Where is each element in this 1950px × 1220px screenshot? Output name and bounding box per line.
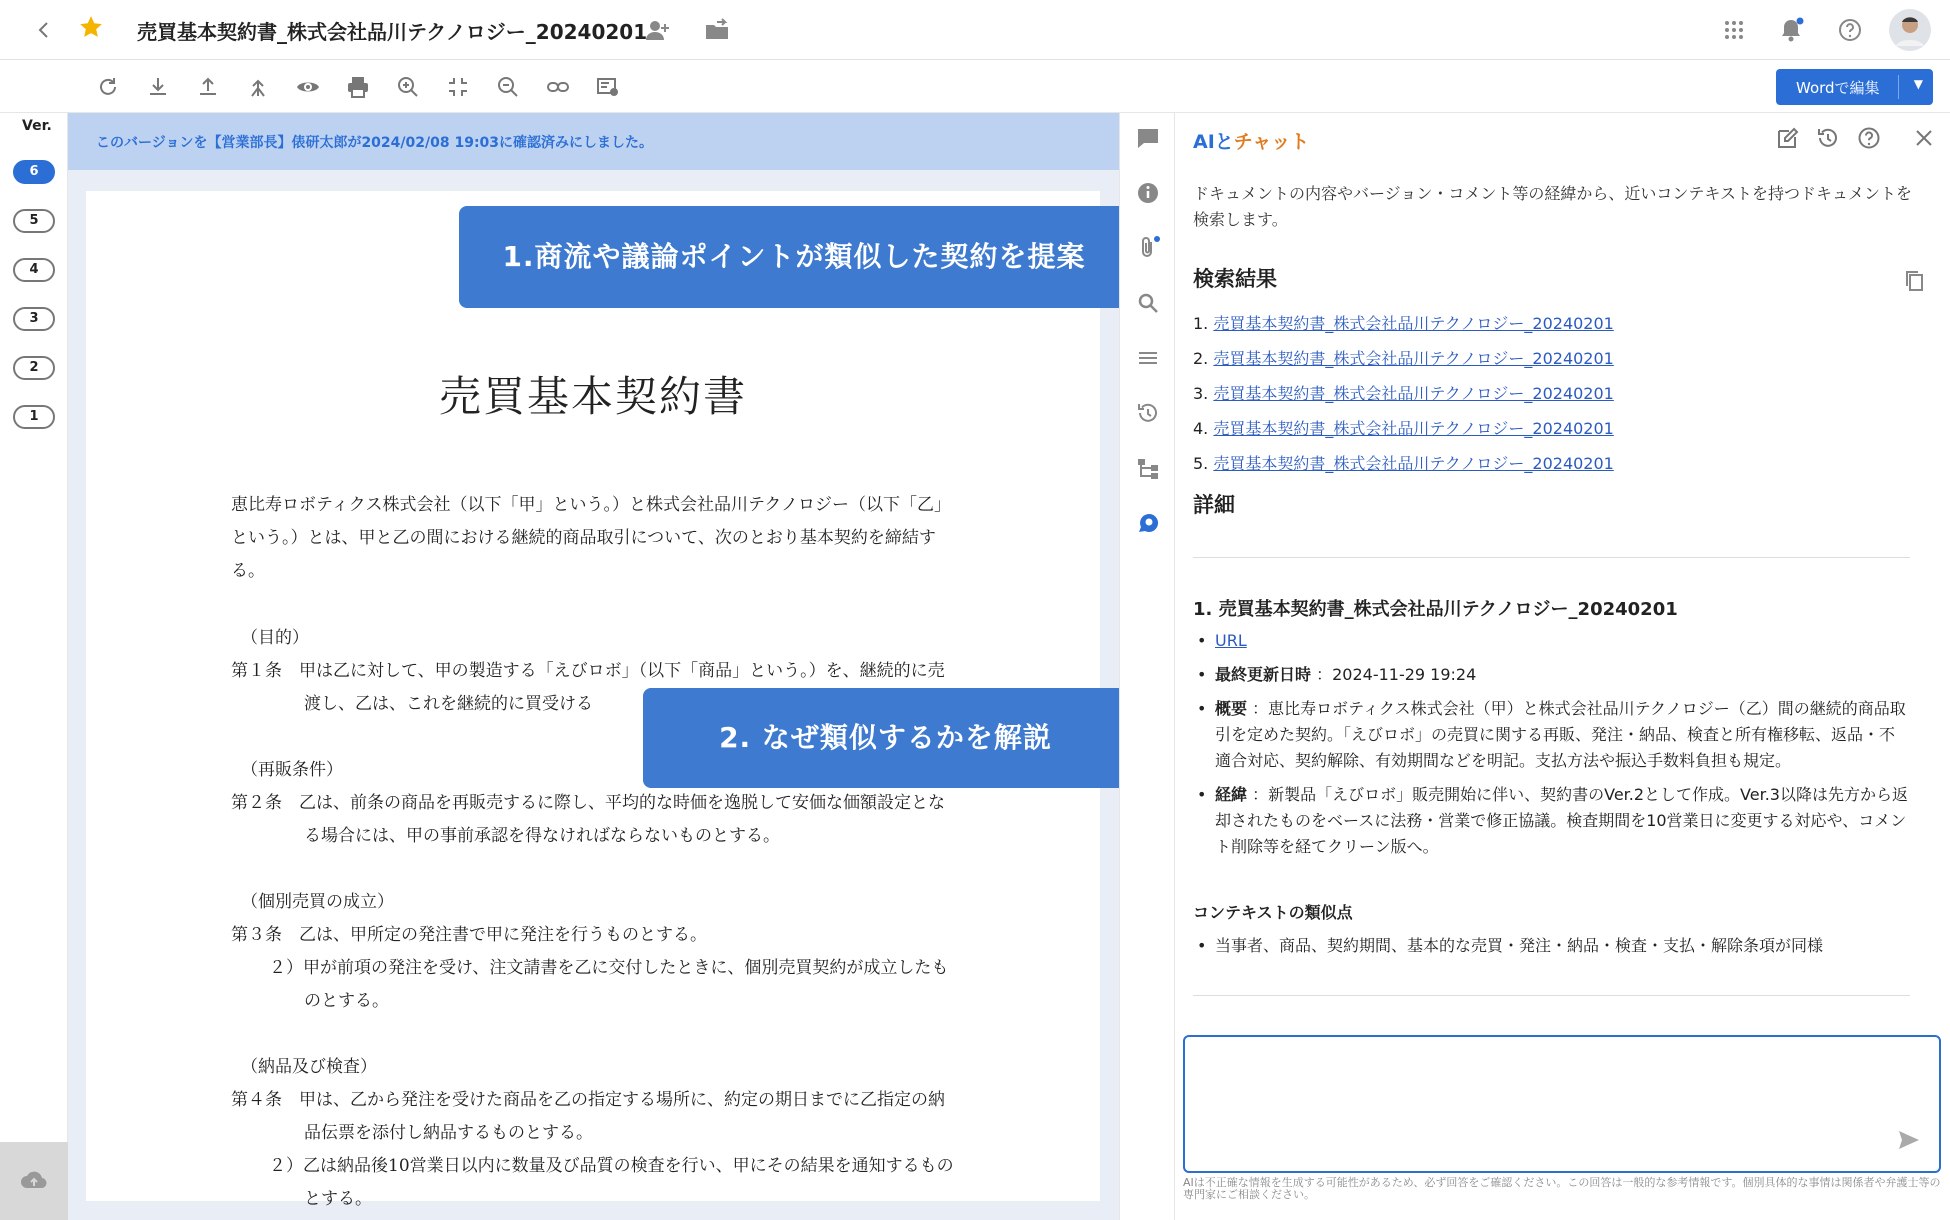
section-heading: （納品及び検査）	[241, 1057, 377, 1077]
close-icon[interactable]	[1911, 125, 1937, 151]
divider	[1193, 557, 1910, 558]
result-number: 3.	[1193, 384, 1209, 403]
result-link[interactable]: 売買基本契約書_株式会社品川テクノロジー_20240201	[1213, 349, 1614, 368]
print-icon[interactable]	[345, 74, 371, 100]
attachment-icon[interactable]	[1135, 235, 1161, 261]
result-link[interactable]: 売買基本契約書_株式会社品川テクノロジー_20240201	[1213, 454, 1614, 473]
confirmation-notice: このバージョンを【営業部長】俵研太郎が2024/02/08 19:03に確認済みにしました。	[68, 113, 1119, 170]
results-heading: 検索結果	[1193, 267, 1277, 291]
version-badge-4[interactable]: 4	[13, 258, 55, 282]
download-icon[interactable]	[145, 74, 171, 100]
list-icon[interactable]	[1135, 345, 1161, 371]
result-number: 2.	[1193, 349, 1209, 368]
ai-chat-panel	[1175, 113, 1950, 1220]
ai-chat-icon[interactable]	[1135, 510, 1161, 536]
caret-down-icon[interactable]: ▼	[1913, 77, 1923, 91]
callout-similar-contracts	[459, 206, 1119, 308]
article-text: 第３条 乙は、甲所定の発注書で甲に発注を行うものとする。	[231, 925, 707, 945]
merge-icon[interactable]	[245, 74, 271, 100]
bell-icon[interactable]	[1777, 16, 1805, 44]
version-badge-1[interactable]: 1	[13, 405, 55, 429]
preamble: 恵比寿ロボティクス株式会社（以下「甲」という。）と株式会社品川テクノロジー（以下「乙」という。）とは、甲と乙の間における継続的商品取引について、次のとおり基本契約を締結する。	[231, 495, 951, 581]
result-number: 5.	[1193, 454, 1209, 473]
ai-disclaimer: AIは不正確な情報を生成する可能性があるため、必ず回答をご確認ください。この回答は一般的な参考情報です。個別具体的な事情は関係者や弁護士等の専門家にご相談ください。	[1183, 1176, 1941, 1201]
user-avatar[interactable]	[1888, 8, 1932, 52]
star-icon[interactable]	[78, 14, 104, 47]
list-item	[1193, 782, 1908, 860]
help-circle-icon[interactable]	[1856, 125, 1882, 151]
copy-icon[interactable]	[1902, 268, 1928, 294]
article-2	[231, 787, 961, 853]
list-item	[1193, 696, 1908, 774]
version-label: Ver.	[22, 118, 52, 134]
zoom-in-icon[interactable]	[395, 74, 421, 100]
panel-icon-rail	[1119, 113, 1175, 1220]
list-item	[1193, 346, 1893, 381]
chat-input[interactable]	[1195, 1047, 1895, 1157]
divider	[1193, 995, 1910, 996]
link-icon[interactable]	[545, 74, 571, 100]
result-number: 1.	[1193, 314, 1209, 333]
panel-title-ai: AIと	[1193, 131, 1234, 153]
updated-value: ：2024-11-29 19:24	[1316, 665, 1477, 684]
result-number: 4.	[1193, 419, 1209, 438]
list-item	[1193, 416, 1893, 451]
history-value: ：新製品「えびロボ」販売開始に伴い、契約書のVer.2として作成。Ver.3以降は先方から返却されたものをベースに法務・営業で修正協議。検査期間を10営業日に変更する対応や、コメント削除等を経てクリーン版へ。	[1215, 785, 1908, 856]
article-subclause: ２）甲が前項の発注を受け、注文請書を乙に交付したときに、個別売買契約が成立したものとする。	[269, 958, 949, 1011]
article-text: 第２条 乙は、前条の商品を再販売するに際し、平均的な時価を逸脱して安価な価額設定となる場合には、甲の事前承認を得なければならないものとする。	[231, 793, 945, 846]
document-title: 売買基本契約書_株式会社品川テクノロジー_20240201	[137, 20, 648, 44]
article-subclause: ２）乙は納品後10営業日以内に数量及び品質の検査を行い、甲にその結果を通知するものとする。	[269, 1156, 954, 1209]
document-heading: 売買基本契約書	[438, 372, 747, 421]
chevron-left-icon[interactable]	[30, 16, 58, 44]
summary-label: 概要	[1215, 699, 1248, 718]
article-text: 第１条 甲は乙に対して、甲の製造する「えびロボ」（以下「商品」という。）を、継続的に売渡し、乙は、これを継続的に買受ける	[231, 661, 945, 714]
article-text: 第４条 甲は、乙から発注を受けた商品を乙の指定する場所に、約定の期日までに乙指定の納品伝票を添付し納品するものとする。	[231, 1090, 945, 1143]
result-link[interactable]: 売買基本契約書_株式会社品川テクノロジー_20240201	[1213, 419, 1614, 438]
top-bar	[0, 0, 1950, 60]
article-3	[231, 919, 961, 1018]
new-chat-icon[interactable]	[1775, 125, 1801, 151]
version-badge-5[interactable]: 5	[13, 209, 55, 233]
document-toolbar	[0, 61, 1950, 113]
summary-value: ：恵比寿ロボティクス株式会社（甲）と株式会社品川テクノロジー（乙）間の継続的商品取引を定めた契約。「えびロボ」の売買に関する再販、発注・納品、検査と所有権移転、返品・不適合対応、契約解除、有効期間などを明記。支払方法や振込手数料負担も規定。	[1215, 699, 1906, 770]
version-badge-3[interactable]: 3	[13, 307, 55, 331]
detail-list	[1193, 628, 1908, 868]
section-heading: （個別売買の成立）	[241, 892, 394, 912]
panel-intro: ドキュメントの内容やバージョン・コメント等の経緯から、近いコンテキストを持つドキュメントを検索します。	[1193, 184, 1913, 229]
callout-explain-similarity	[643, 688, 1119, 788]
info-icon[interactable]	[1135, 180, 1161, 206]
context-heading: コンテキストの類似点	[1193, 903, 1353, 922]
send-icon[interactable]	[1897, 1129, 1921, 1151]
document-viewer[interactable]	[68, 113, 1119, 1220]
comment-icon[interactable]	[1135, 125, 1161, 151]
list-item	[1193, 381, 1893, 416]
apps-grid-icon[interactable]	[1720, 16, 1748, 44]
button-divider	[1898, 75, 1899, 99]
list-item: • 当事者、商品、契約期間、基本的な売買・発注・納品・検査・支払・解除条項が同様	[1193, 933, 1908, 959]
detail-url-link[interactable]: URL	[1215, 631, 1247, 650]
section-heading: （再販条件）	[241, 760, 343, 780]
upload-icon[interactable]	[195, 74, 221, 100]
article-4	[231, 1084, 961, 1216]
callout-1-text: 1.商流や議論ポイントが類似した契約を提案	[502, 240, 1086, 273]
view-icon[interactable]	[295, 74, 321, 100]
zoom-out-icon[interactable]	[495, 74, 521, 100]
details-heading: 詳細	[1193, 493, 1235, 517]
version-badge-2[interactable]: 2	[13, 356, 55, 380]
help-circle-icon[interactable]	[1836, 16, 1864, 44]
tree-icon[interactable]	[1135, 455, 1161, 481]
add-user-icon[interactable]	[644, 16, 672, 44]
refresh-icon[interactable]	[95, 74, 121, 100]
list-item	[1193, 628, 1908, 654]
chat-input-box[interactable]	[1183, 1035, 1941, 1173]
fit-icon[interactable]	[445, 74, 471, 100]
compare-icon[interactable]	[595, 74, 621, 100]
detail-title: 1. 売買基本契約書_株式会社品川テクノロジー_20240201	[1193, 599, 1678, 620]
search-results-list	[1193, 311, 1893, 486]
version-badge-6[interactable]: 6	[13, 160, 55, 184]
section-heading: （目的）	[241, 628, 309, 648]
edit-in-word-label: Wordで編集	[1796, 79, 1880, 97]
list-item	[1193, 311, 1893, 346]
callout-2-text: 2. なぜ類似するかを解説	[719, 721, 1052, 754]
list-item	[1193, 451, 1893, 486]
upload-area[interactable]	[0, 1142, 68, 1220]
list-item	[1193, 662, 1908, 688]
history-icon[interactable]	[1815, 125, 1841, 151]
result-link[interactable]: 売買基本契約書_株式会社品川テクノロジー_20240201	[1213, 384, 1614, 403]
panel-title	[1193, 127, 1309, 154]
history-label: 経緯	[1215, 785, 1248, 804]
context-list	[1193, 933, 1908, 959]
panel-title-chat: チャット	[1233, 131, 1310, 153]
search-icon[interactable]	[1135, 290, 1161, 316]
edit-in-word-button[interactable]	[1776, 69, 1933, 105]
cloud-upload-icon	[20, 1168, 48, 1192]
history-icon[interactable]	[1135, 400, 1161, 426]
version-sidebar	[0, 113, 68, 1220]
result-link[interactable]: 売買基本契約書_株式会社品川テクノロジー_20240201	[1213, 314, 1614, 333]
updated-label: 最終更新日時	[1215, 665, 1312, 684]
folder-move-icon[interactable]	[703, 16, 731, 44]
